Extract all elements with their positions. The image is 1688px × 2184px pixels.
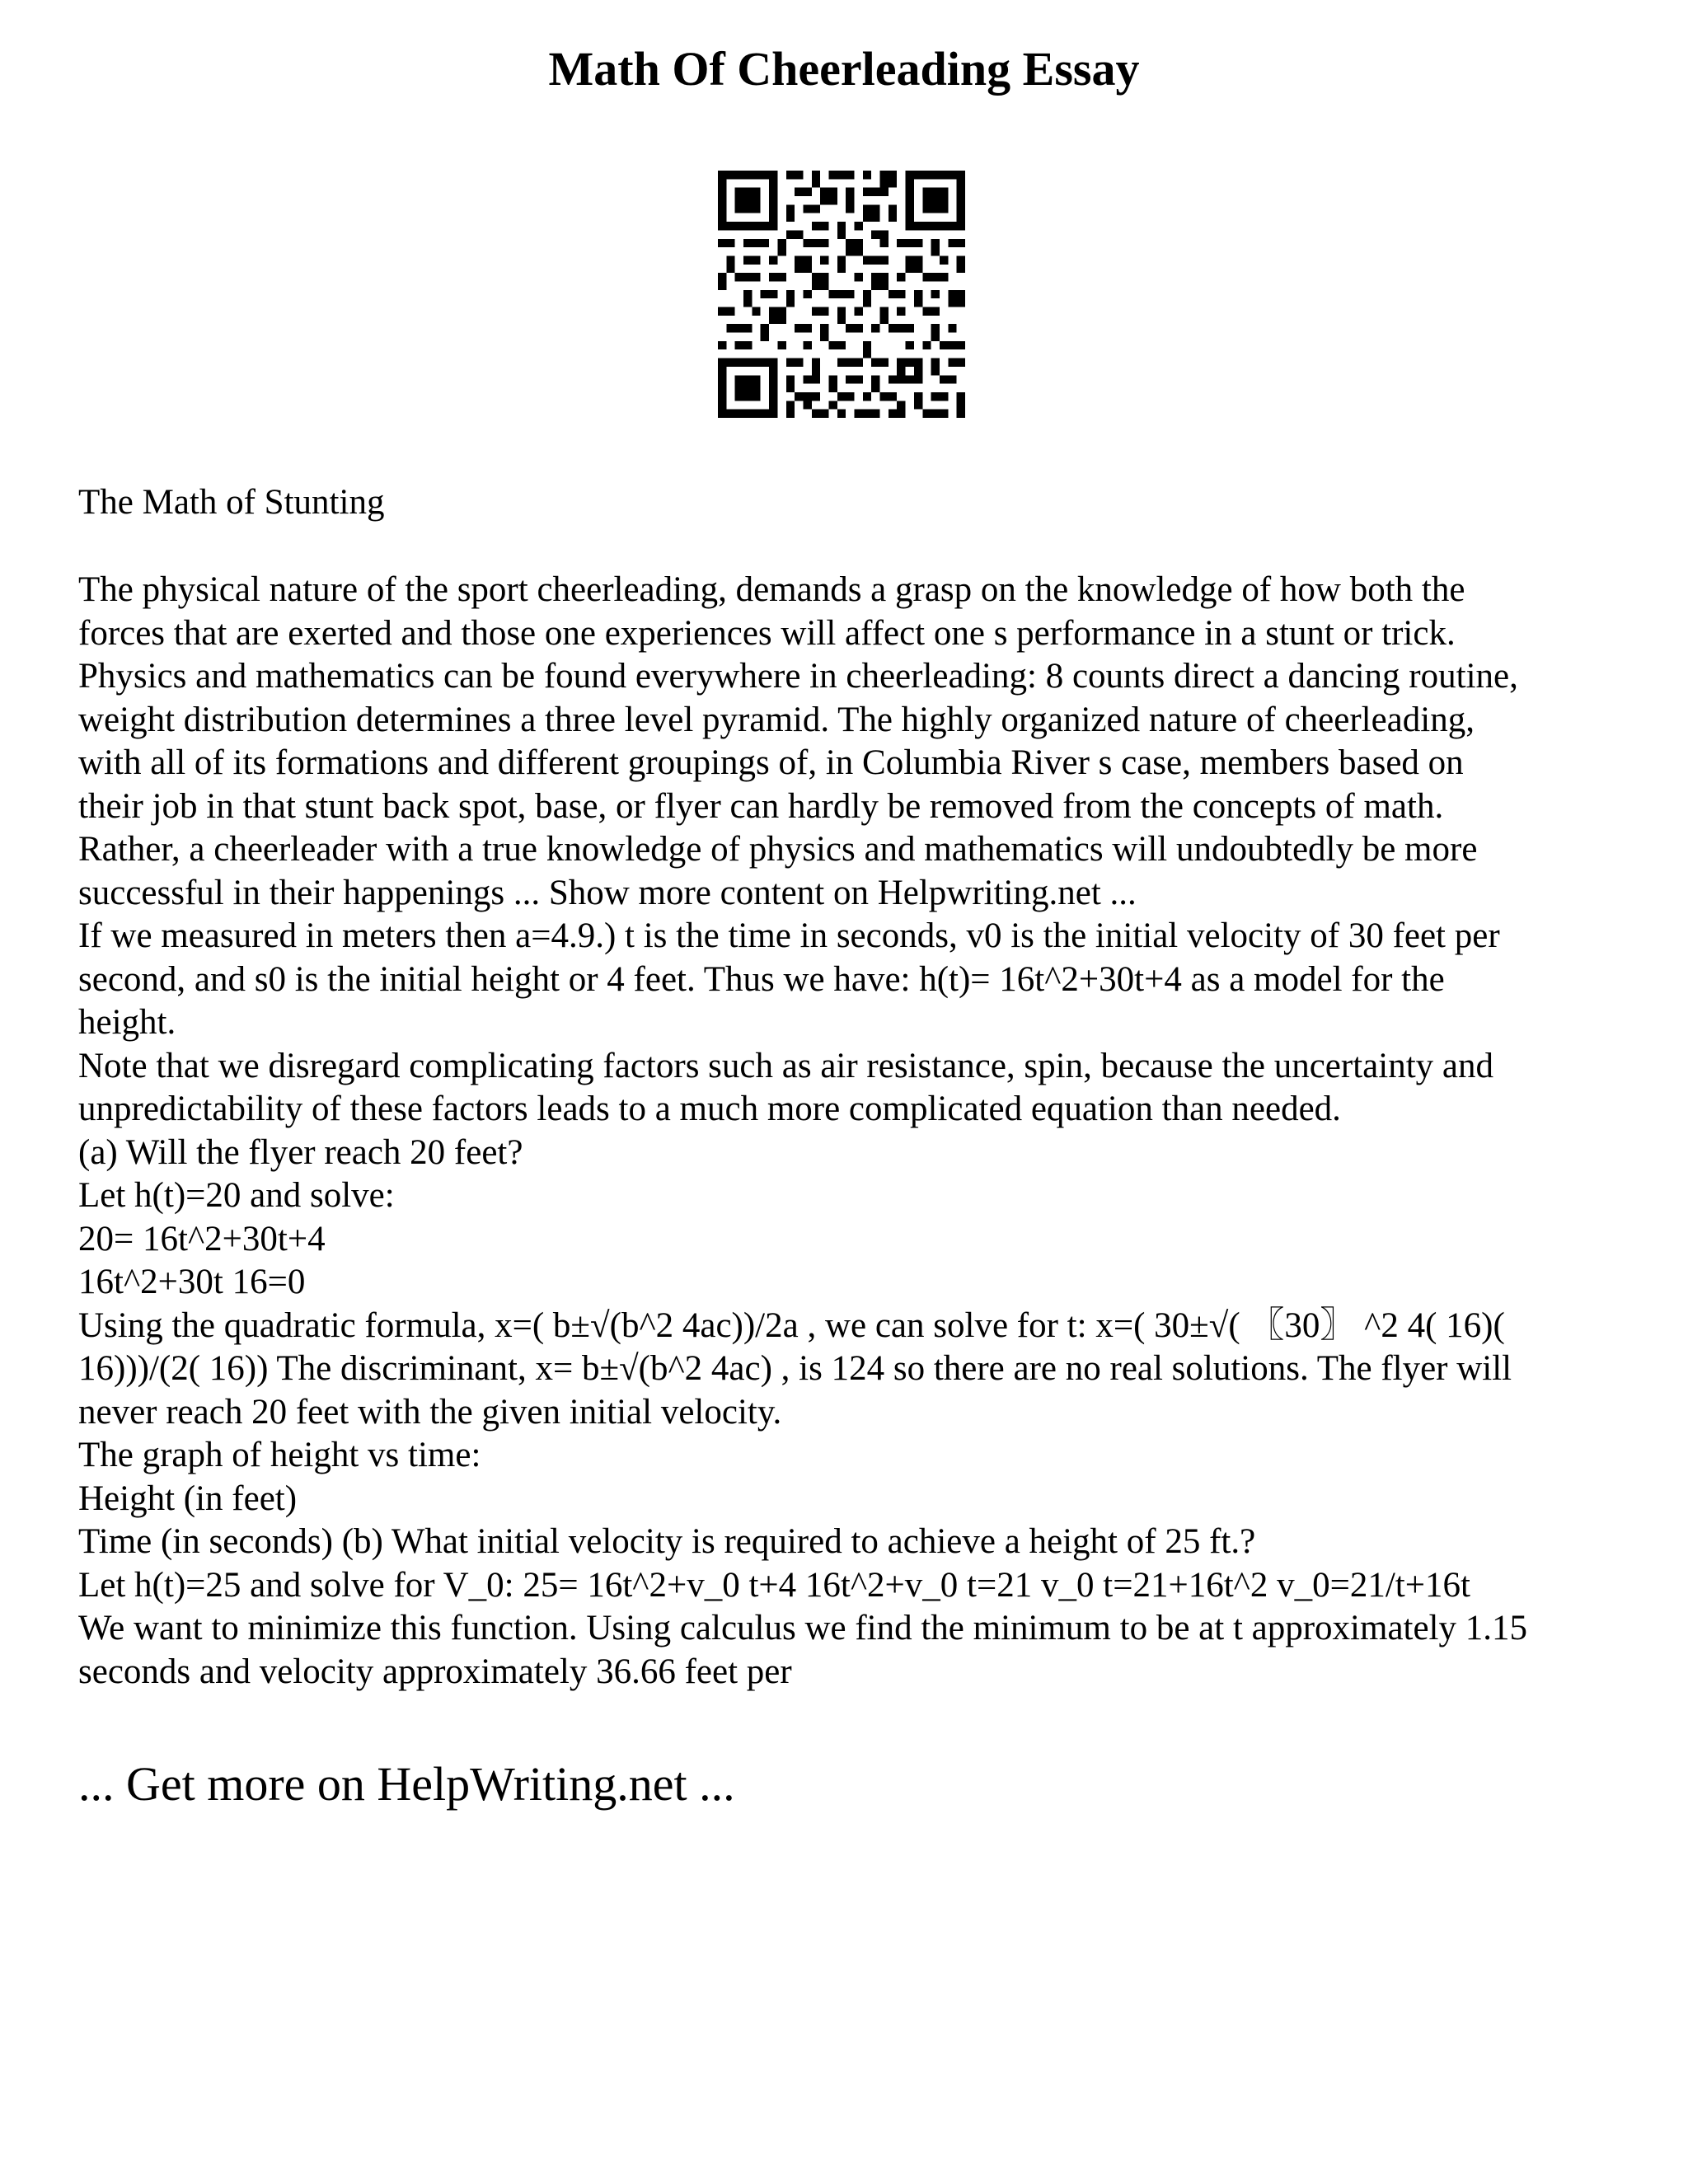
essay-line: (a) Will the flyer reach 20 feet?	[78, 1132, 523, 1172]
essay-line: with all of its formations and different groupings of, in Columbia River s case, members based on	[78, 743, 1464, 782]
essay-line: Physics and mathematics can be found everywhere in cheerleading: 8 counts direct a dancing routine,	[78, 657, 1518, 696]
essay-line: 16)))/(2( 16)) The discriminant, x= b±√(b^2 4ac) , is 124 so there are no real solutions. The flyer will	[78, 1349, 1512, 1388]
essay-line: their job in that stunt back spot, base, or flyer can hardly be removed from the concepts of math.	[78, 786, 1444, 826]
essay-body	[78, 569, 1628, 1694]
essay-line: never reach 20 feet with the given initial velocity.	[78, 1392, 782, 1432]
essay-line: Let h(t)=25 and solve for V_0: 25= 16t^2+v_0 t+4 16t^2+v_0 t=21 v_0 t=21+16t^2 v_0=21/t+16t	[78, 1565, 1470, 1605]
essay-line: The graph of height vs time:	[78, 1436, 481, 1474]
section-subtitle: The Math of Stunting	[78, 483, 385, 522]
essay-line: forces that are exerted and those one experiences will affect one s performance in a stunt or trick.	[78, 613, 1456, 653]
get-more-link[interactable]: ... Get more on HelpWriting.net ...	[78, 1757, 735, 1811]
essay-line: If we measured in meters then a=4.9.) t is the time in seconds, v0 is the initial velocity of 30 feet per	[78, 916, 1500, 955]
essay-line: Let h(t)=20 and solve:	[78, 1176, 395, 1215]
essay-line: Using the quadratic formula, x=( b±√(b^2 4ac))/2a , we can solve for t: x=( 30±√( 〖30〗 ^2 4( 16)(	[78, 1305, 1505, 1345]
page-title: Math Of Cheerleading Essay	[548, 42, 1140, 96]
qr-code-image	[718, 171, 965, 418]
essay-line: Note that we disregard complicating factors such as air resistance, spin, because the uncertainty and	[78, 1046, 1493, 1085]
essay-line: unpredictability of these factors leads to a much more complicated equation than needed.	[78, 1090, 1341, 1128]
essay-line: Rather, a cheerleader with a true knowledge of physics and mathematics will undoubtedly be more	[78, 830, 1478, 869]
essay-line: We want to minimize this function. Using calculus we find the minimum to be at t approximately 1.15	[78, 1609, 1528, 1647]
essay-line: 20= 16t^2+30t+4	[78, 1219, 326, 1258]
essay-line: seconds and velocity approximately 36.66 feet per	[78, 1652, 792, 1691]
show-more-link-line[interactable]: successful in their happenings ... Show more content on Helpwriting.net ...	[78, 873, 1137, 912]
essay-line: weight distribution determines a three level pyramid. The highly organized nature of cheerleading,	[78, 700, 1475, 739]
essay-line: The physical nature of the sport cheerleading, demands a grasp on the knowledge of how both the	[78, 570, 1465, 609]
essay-line: height.	[78, 1003, 176, 1042]
essay-line: Height (in feet)	[78, 1479, 298, 1518]
essay-line: second, and s0 is the initial height or 4 feet. Thus we have: h(t)= 16t^2+30t+4 as a model for the	[78, 959, 1445, 999]
essay-line: Time (in seconds) (b) What initial velocity is required to achieve a height of 25 ft.?	[78, 1522, 1256, 1561]
essay-line: 16t^2+30t 16=0	[78, 1263, 306, 1301]
